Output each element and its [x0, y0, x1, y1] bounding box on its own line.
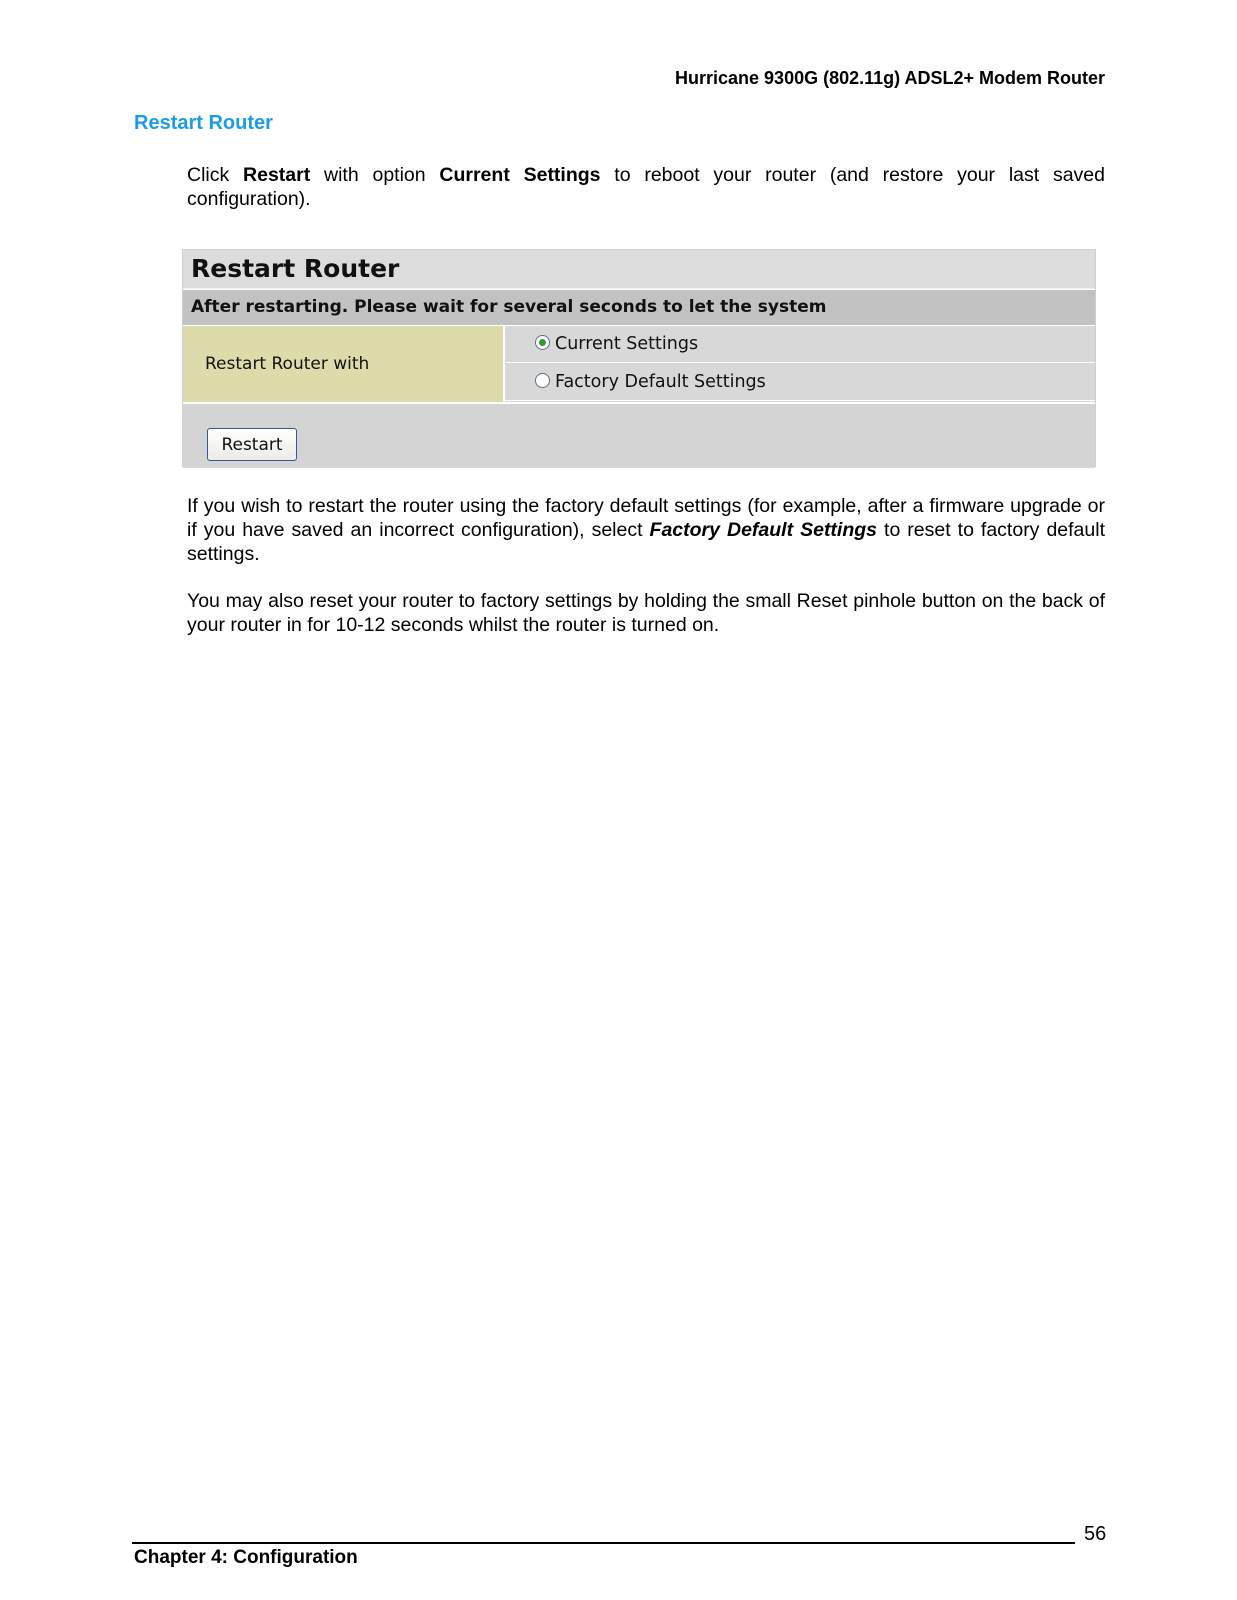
intro-text: Click — [187, 164, 244, 186]
intro-text: with option — [310, 164, 440, 186]
restart-with-label: Restart Router with — [183, 326, 505, 402]
option-current-settings[interactable] — [505, 326, 1095, 363]
footer-chapter: Chapter 4: Configuration — [134, 1547, 358, 1568]
factory-reset-paragraph — [187, 494, 1105, 566]
document-header-title: Hurricane 9300G (802.11g) ADSL2+ Modem Router — [675, 68, 1105, 88]
panel-title: Restart Router — [183, 250, 1095, 289]
para-text: If you wish to restart the router using the factory default settings (for example, after a firmware upgrade or if you have saved an incorrect configuration), select — [187, 495, 1105, 541]
pinhole-reset-paragraph: You may also reset your router to factory settings by holding the small Reset pinhole button on the back of your router in for 10-12 seconds whilst the router is turned on. — [187, 590, 1105, 636]
radio-unchecked-icon[interactable] — [535, 373, 550, 388]
intro-text: to reboot your router (and restore your last saved configuration). — [187, 164, 1105, 210]
option-label: Factory Default Settings — [555, 372, 766, 392]
action-row — [183, 402, 1095, 468]
option-label: Current Settings — [555, 334, 699, 354]
intro-paragraph — [187, 163, 1105, 211]
intro-bold-restart: Restart — [243, 164, 311, 186]
restart-router-panel — [182, 249, 1096, 467]
page-number: 56 — [1084, 1523, 1107, 1545]
intro-bold-current-settings: Current Settings — [439, 164, 601, 186]
restart-button[interactable]: Restart — [207, 428, 297, 461]
radio-checked-icon[interactable] — [535, 335, 550, 350]
footer-divider — [132, 1542, 1075, 1544]
para-bold-italic-factory-default: Factory Default Settings — [649, 519, 878, 541]
section-title: Restart Router — [134, 112, 273, 134]
panel-note: After restarting. Please wait for several seconds to let the system — [183, 289, 1095, 326]
para-text: to reset to factory default settings. — [187, 519, 1105, 565]
option-factory-default-settings[interactable] — [505, 364, 1095, 401]
